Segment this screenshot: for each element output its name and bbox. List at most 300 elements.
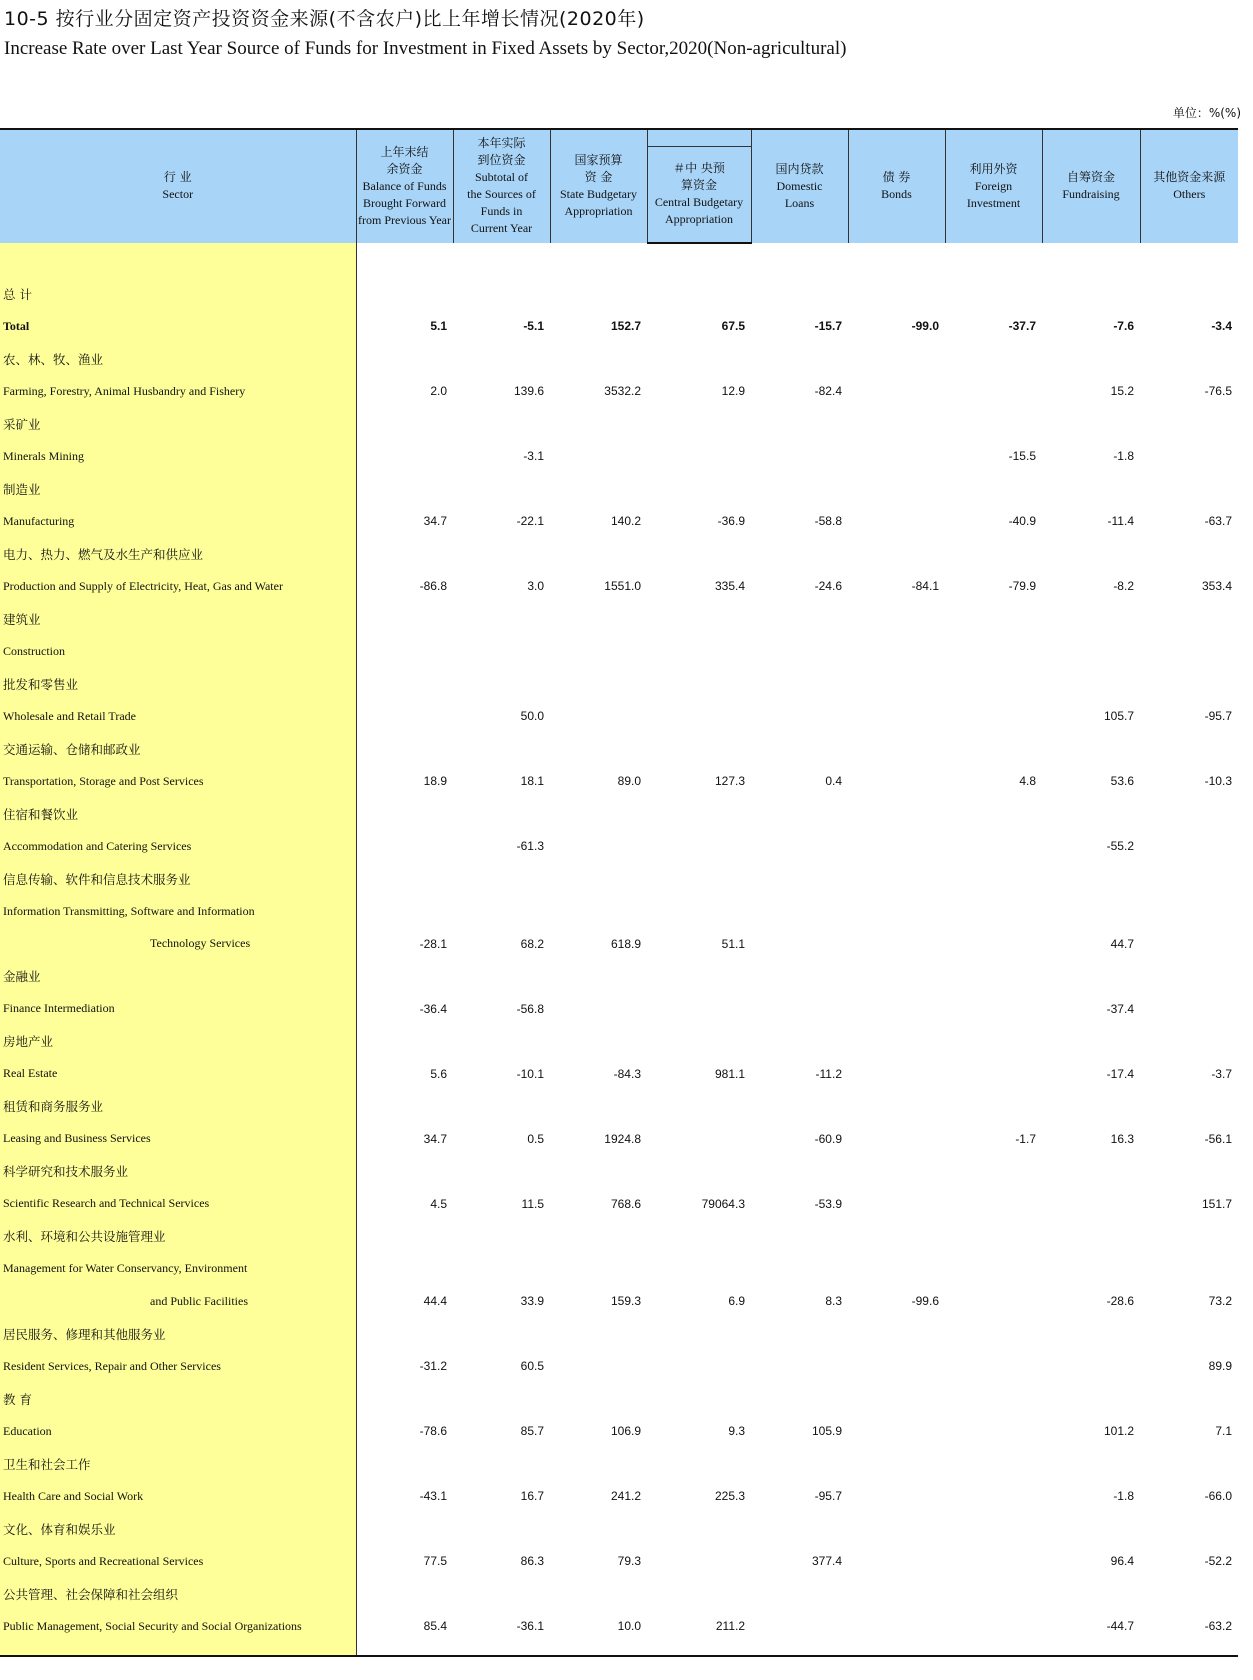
table-row <box>0 1188 1238 1221</box>
value-balance: -36.4 <box>419 1001 447 1016</box>
value-bonds: -99.6 <box>911 1294 939 1309</box>
value-balance <box>356 1220 453 1253</box>
value-foreign <box>945 375 1042 408</box>
sector-label: Total <box>0 310 356 343</box>
value-central <box>647 1090 751 1123</box>
value-state <box>550 895 647 928</box>
value-others <box>1140 440 1238 473</box>
value-state: 89.0 <box>617 774 641 789</box>
value-fund <box>1042 798 1140 831</box>
value-subtotal: 68.2 <box>520 936 544 951</box>
value-bonds <box>848 278 945 311</box>
value-balance <box>356 603 453 636</box>
value-foreign <box>945 928 1042 961</box>
value-loans: -95.7 <box>814 1489 842 1504</box>
sector-label: Transportation, Storage and Post Services <box>0 765 356 798</box>
value-state: 241.2 <box>610 1489 641 1504</box>
table-row <box>0 1448 1238 1481</box>
table-row <box>0 1220 1238 1253</box>
value-foreign <box>945 603 1042 636</box>
table-row <box>0 473 1238 506</box>
value-foreign <box>945 1415 1042 1448</box>
value-bonds <box>848 1610 945 1643</box>
header-balance-cn: 上年末结余资金 <box>380 144 429 176</box>
value-balance <box>356 278 453 311</box>
sector-label: 水利、环境和公共设施管理业 <box>0 1220 356 1253</box>
value-bonds <box>848 765 945 798</box>
value-state <box>550 538 647 571</box>
value-subtotal: -10.1 <box>516 1066 544 1081</box>
table-row <box>0 278 1238 311</box>
header-balance-en: Balance of Funds Brought Forward from Previous Year <box>358 178 451 227</box>
header-bonds-en: Bonds <box>881 187 912 202</box>
sector-label: 制造业 <box>0 473 356 506</box>
value-others <box>1140 1025 1238 1058</box>
value-state <box>550 1090 647 1123</box>
value-bonds <box>848 1188 945 1221</box>
header-balance <box>356 129 453 243</box>
value-bonds <box>848 635 945 668</box>
value-state <box>550 1350 647 1383</box>
value-foreign <box>945 1610 1042 1643</box>
value-state <box>550 278 647 311</box>
sector-label: 居民服务、修理和其他服务业 <box>0 1318 356 1351</box>
value-subtotal <box>453 538 550 571</box>
end-value-cell <box>356 1643 1238 1656</box>
table-row <box>0 1610 1238 1643</box>
value-bonds <box>848 375 945 408</box>
value-foreign <box>945 408 1042 441</box>
value-fund <box>1042 538 1140 571</box>
value-others: -3.4 <box>1211 319 1232 334</box>
value-balance <box>356 1090 453 1123</box>
value-others: -56.1 <box>1204 1131 1232 1146</box>
value-balance: 34.7 <box>423 1131 447 1146</box>
value-state <box>550 1513 647 1546</box>
value-foreign <box>945 1058 1042 1091</box>
value-subtotal <box>453 960 550 993</box>
value-others <box>1140 1220 1238 1253</box>
table-row <box>0 765 1238 798</box>
table-row <box>0 408 1238 441</box>
value-central <box>647 1513 751 1546</box>
value-others: -63.2 <box>1204 1619 1232 1634</box>
value-others <box>1140 733 1238 766</box>
value-fund <box>1042 603 1140 636</box>
table-row <box>0 310 1238 343</box>
value-bonds <box>848 863 945 896</box>
value-balance: -78.6 <box>419 1424 447 1439</box>
value-loans <box>751 928 848 961</box>
value-balance <box>356 1513 453 1546</box>
value-bonds <box>848 960 945 993</box>
table-row <box>0 1155 1238 1188</box>
sector-label: Public Management, Social Security and Social Organizations <box>0 1610 356 1643</box>
value-loans <box>751 993 848 1026</box>
value-subtotal <box>453 668 550 701</box>
table-row <box>0 1123 1238 1156</box>
value-foreign <box>945 960 1042 993</box>
value-central <box>647 993 751 1026</box>
value-balance <box>356 1448 453 1481</box>
value-foreign <box>945 1318 1042 1351</box>
value-loans: -15.7 <box>814 319 842 334</box>
value-central: 225.3 <box>714 1489 745 1504</box>
value-state: 159.3 <box>610 1294 641 1309</box>
value-balance: 4.5 <box>430 1196 447 1211</box>
value-balance <box>356 1025 453 1058</box>
value-loans <box>751 798 848 831</box>
table-row <box>0 603 1238 636</box>
value-foreign <box>945 278 1042 311</box>
value-fund <box>1042 408 1140 441</box>
value-state <box>550 993 647 1026</box>
table-row <box>0 375 1238 408</box>
value-foreign <box>945 1155 1042 1188</box>
value-subtotal <box>453 1448 550 1481</box>
value-subtotal <box>453 1513 550 1546</box>
value-bonds <box>848 343 945 376</box>
value-loans <box>751 1220 848 1253</box>
value-loans <box>751 668 848 701</box>
value-others <box>1140 1318 1238 1351</box>
value-foreign <box>945 668 1042 701</box>
table-row <box>0 635 1238 668</box>
value-bonds <box>848 1155 945 1188</box>
value-foreign <box>945 635 1042 668</box>
value-central: 51.1 <box>721 936 745 951</box>
value-central <box>647 960 751 993</box>
value-subtotal: 60.5 <box>520 1359 544 1374</box>
value-fund: -7.6 <box>1113 319 1134 334</box>
header-bonds-cn: 债 券 <box>882 170 911 185</box>
value-foreign <box>945 1253 1042 1286</box>
value-fund <box>1042 895 1140 928</box>
header-others-en: Others <box>1173 187 1206 202</box>
value-bonds <box>848 1090 945 1123</box>
header-fund <box>1042 129 1140 243</box>
value-bonds <box>848 895 945 928</box>
value-bonds <box>848 668 945 701</box>
value-central <box>647 700 751 733</box>
sector-label: and Public Facilities <box>0 1285 356 1318</box>
value-central: 6.9 <box>728 1294 745 1309</box>
sector-label: Leasing and Business Services <box>0 1123 356 1156</box>
value-state: 618.9 <box>610 936 641 951</box>
table-row <box>0 343 1238 376</box>
value-bonds <box>848 1513 945 1546</box>
value-others: 353.4 <box>1201 579 1232 594</box>
value-others <box>1140 830 1238 863</box>
header-sector <box>0 129 356 243</box>
table-row <box>0 1480 1238 1513</box>
value-central <box>647 1448 751 1481</box>
table-end-row <box>0 1643 1238 1656</box>
value-foreign <box>945 863 1042 896</box>
value-loans <box>751 863 848 896</box>
value-loans <box>751 603 848 636</box>
header-others <box>1140 129 1238 243</box>
value-subtotal <box>453 1155 550 1188</box>
value-fund: -37.4 <box>1106 1001 1134 1016</box>
sector-label: Production and Supply of Electricity, Heat, Gas and Water <box>0 570 356 603</box>
value-state <box>550 863 647 896</box>
value-others: -3.7 <box>1211 1066 1232 1081</box>
value-balance: 18.9 <box>423 774 447 789</box>
value-fund: 105.7 <box>1103 709 1134 724</box>
value-subtotal <box>453 733 550 766</box>
value-subtotal: 50.0 <box>520 709 544 724</box>
value-bonds <box>848 1318 945 1351</box>
sector-label: Farming, Forestry, Animal Husbandry and Fishery <box>0 375 356 408</box>
value-central: 127.3 <box>714 774 745 789</box>
value-bonds <box>848 1545 945 1578</box>
value-central <box>647 1350 751 1383</box>
value-fund: 16.3 <box>1110 1131 1134 1146</box>
value-subtotal <box>453 1318 550 1351</box>
header-fund-cn: 自筹资金 <box>1066 170 1115 185</box>
value-bonds <box>848 733 945 766</box>
sector-label: 金融业 <box>0 960 356 993</box>
value-subtotal: 3.0 <box>527 579 544 594</box>
value-others: 7.1 <box>1215 1424 1232 1439</box>
value-foreign <box>945 1220 1042 1253</box>
value-central <box>647 408 751 441</box>
value-central <box>647 473 751 506</box>
value-central: 67.5 <box>721 319 745 334</box>
value-loans <box>751 1383 848 1416</box>
value-foreign: -40.9 <box>1008 514 1036 529</box>
value-loans: 105.9 <box>811 1424 842 1439</box>
table-row <box>0 1545 1238 1578</box>
value-fund <box>1042 1318 1140 1351</box>
value-loans <box>751 635 848 668</box>
sector-label: Health Care and Social Work <box>0 1480 356 1513</box>
value-subtotal: -56.8 <box>516 1001 544 1016</box>
value-subtotal <box>453 635 550 668</box>
value-foreign <box>945 830 1042 863</box>
sector-label: 交通运输、仓储和邮政业 <box>0 733 356 766</box>
value-loans <box>751 895 848 928</box>
header-loans-cn: 国内贷款 <box>775 161 824 176</box>
header-sector-en: Sector <box>162 187 194 202</box>
value-loans <box>751 1513 848 1546</box>
value-loans <box>751 1025 848 1058</box>
value-balance <box>356 895 453 928</box>
value-state <box>550 603 647 636</box>
value-state <box>550 960 647 993</box>
value-others: 151.7 <box>1201 1196 1232 1211</box>
header-state <box>550 129 647 243</box>
sector-label: 卫生和社会工作 <box>0 1448 356 1481</box>
value-foreign: 4.8 <box>1019 774 1036 789</box>
sector-label: 采矿业 <box>0 408 356 441</box>
value-bonds <box>848 408 945 441</box>
value-loans <box>751 1610 848 1643</box>
value-others: -63.7 <box>1204 514 1232 529</box>
value-subtotal: -36.1 <box>516 1619 544 1634</box>
value-others <box>1140 635 1238 668</box>
value-foreign <box>945 1025 1042 1058</box>
value-loans <box>751 700 848 733</box>
value-balance: 5.1 <box>430 319 447 334</box>
value-central: 79064.3 <box>701 1196 745 1211</box>
value-foreign <box>945 733 1042 766</box>
value-loans: -82.4 <box>814 384 842 399</box>
value-foreign <box>945 1578 1042 1611</box>
sector-label: Information Transmitting, Software and Information <box>0 895 356 928</box>
value-subtotal: 11.5 <box>521 1196 544 1211</box>
value-bonds <box>848 798 945 831</box>
value-bonds <box>848 440 945 473</box>
header-state-en: State Budgetary Appropriation <box>560 187 637 219</box>
value-central <box>647 668 751 701</box>
table-row <box>0 440 1238 473</box>
value-loans <box>751 733 848 766</box>
value-state: 3532.2 <box>604 384 641 399</box>
value-balance <box>356 473 453 506</box>
sector-label: 电力、热力、燃气及水生产和供应业 <box>0 538 356 571</box>
value-subtotal <box>453 1253 550 1286</box>
value-loans: -24.6 <box>814 579 842 594</box>
value-state: 106.9 <box>610 1424 641 1439</box>
value-central <box>647 733 751 766</box>
value-fund: -44.7 <box>1106 1619 1134 1634</box>
value-central: -36.9 <box>717 514 745 529</box>
value-balance: -86.8 <box>419 579 447 594</box>
value-loans: -53.9 <box>814 1196 842 1211</box>
value-foreign <box>945 343 1042 376</box>
value-loans <box>751 440 848 473</box>
value-loans <box>751 1318 848 1351</box>
value-loans: -58.8 <box>814 514 842 529</box>
value-state <box>550 1253 647 1286</box>
table-row <box>0 1415 1238 1448</box>
value-balance <box>356 1155 453 1188</box>
value-fund: 96.4 <box>1110 1554 1134 1569</box>
value-subtotal <box>453 1578 550 1611</box>
value-foreign <box>945 1448 1042 1481</box>
value-others <box>1140 895 1238 928</box>
value-fund <box>1042 1220 1140 1253</box>
value-subtotal: 33.9 <box>520 1294 544 1309</box>
value-others <box>1140 343 1238 376</box>
value-loans <box>751 538 848 571</box>
table-row <box>0 1383 1238 1416</box>
value-others <box>1140 993 1238 1026</box>
sector-label: Construction <box>0 635 356 668</box>
value-loans <box>751 343 848 376</box>
value-loans <box>751 1155 848 1188</box>
sector-label: 科学研究和技术服务业 <box>0 1155 356 1188</box>
page-title-en: Increase Rate over Last Year Source of Funds for Investment in Fixed Assets by Sector,2020(Non-agricultural) <box>4 38 847 59</box>
header-central-cn: ＃中 央预算资金 <box>673 161 725 193</box>
table-row <box>0 1578 1238 1611</box>
value-foreign <box>945 1285 1042 1318</box>
value-balance <box>356 635 453 668</box>
value-loans <box>751 408 848 441</box>
table-row <box>0 1253 1238 1286</box>
value-subtotal <box>453 1220 550 1253</box>
value-foreign <box>945 1513 1042 1546</box>
table-row <box>0 1350 1238 1383</box>
value-balance <box>356 1318 453 1351</box>
table-row <box>0 1513 1238 1546</box>
value-loans <box>751 830 848 863</box>
table-row <box>0 1285 1238 1318</box>
value-central <box>647 1545 751 1578</box>
value-fund <box>1042 1448 1140 1481</box>
value-central: 9.3 <box>728 1424 745 1439</box>
value-subtotal: 85.7 <box>520 1424 544 1439</box>
value-foreign <box>945 473 1042 506</box>
sector-label: Manufacturing <box>0 505 356 538</box>
value-fund <box>1042 343 1140 376</box>
value-others <box>1140 928 1238 961</box>
table-row <box>0 700 1238 733</box>
value-central <box>647 1383 751 1416</box>
value-state <box>550 1578 647 1611</box>
value-state <box>550 1448 647 1481</box>
value-foreign <box>945 1480 1042 1513</box>
value-subtotal <box>453 473 550 506</box>
table-row <box>0 570 1238 603</box>
sector-label: 公共管理、社会保障和社会组织 <box>0 1578 356 1611</box>
value-state: 79.3 <box>617 1554 641 1569</box>
value-fund: -55.2 <box>1106 839 1134 854</box>
value-state <box>550 1220 647 1253</box>
value-loans: -60.9 <box>814 1131 842 1146</box>
value-others <box>1140 798 1238 831</box>
value-others: -95.7 <box>1204 709 1232 724</box>
value-state <box>550 440 647 473</box>
table-row <box>0 1318 1238 1351</box>
sector-label: 租赁和商务服务业 <box>0 1090 356 1123</box>
value-others <box>1140 863 1238 896</box>
data-table <box>0 128 1238 1657</box>
value-subtotal <box>453 1025 550 1058</box>
value-balance <box>356 863 453 896</box>
header-foreign-en: Foreign Investment <box>966 178 1021 210</box>
value-foreign <box>945 1090 1042 1123</box>
sector-label: Real Estate <box>0 1058 356 1091</box>
value-state <box>550 408 647 441</box>
value-bonds <box>848 1480 945 1513</box>
value-state <box>550 733 647 766</box>
value-central <box>647 603 751 636</box>
value-bonds <box>848 1220 945 1253</box>
table-row <box>0 993 1238 1026</box>
value-others: -76.5 <box>1204 384 1232 399</box>
value-balance: 44.4 <box>423 1294 447 1309</box>
value-others: 89.9 <box>1208 1359 1232 1374</box>
value-fund: -11.4 <box>1107 514 1134 529</box>
value-others: -10.3 <box>1204 774 1232 789</box>
value-fund <box>1042 733 1140 766</box>
value-bonds <box>848 505 945 538</box>
value-fund <box>1042 1350 1140 1383</box>
value-central <box>647 440 751 473</box>
spacer-value-cell <box>356 243 1238 278</box>
value-subtotal: 18.1 <box>520 774 544 789</box>
value-others <box>1140 1448 1238 1481</box>
sector-label: Finance Intermediation <box>0 993 356 1026</box>
value-fund <box>1042 1155 1140 1188</box>
value-subtotal: -5.1 <box>523 319 544 334</box>
value-bonds <box>848 928 945 961</box>
value-foreign: -1.7 <box>1015 1131 1036 1146</box>
value-subtotal <box>453 798 550 831</box>
